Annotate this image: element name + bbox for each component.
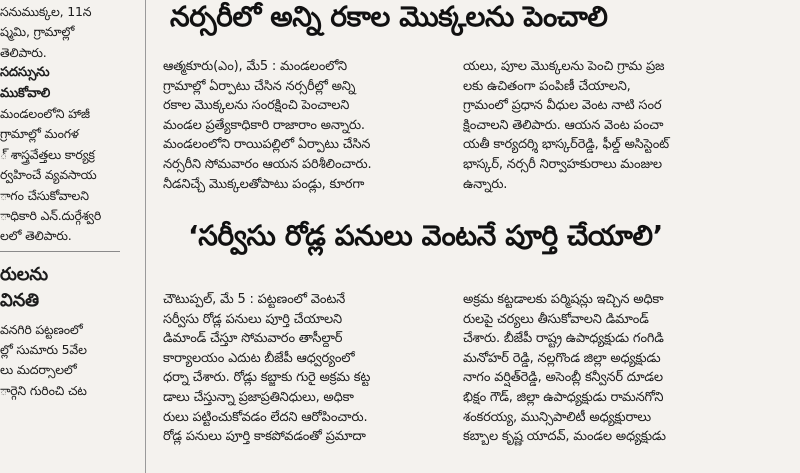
article2-text-line: రోడ్ల పనులు పూర్తి కాకపోవడంతో ప్రమాదా [163,429,366,445]
left-text-line: ష్మమి, గ్రామాల్లో [0,24,75,40]
left-text-line: ్ శాస్త్రవేత్తలు కార్యక్ర [0,146,95,162]
article1-text-line: లకు ఉచితంగా పంపిణీ చేయాలని, [463,78,631,94]
article2-text-line: రులపై చర్యలు తీసుకోవాలని డిమాండ్ [463,311,649,327]
left-subheading: సదస్సును [0,65,50,81]
article2-text-line: అక్రమ కట్టడాలకు పర్మిషన్లు ఇచ్చిన అధికా [463,292,664,307]
article1-text-line: మండలంలోని రాయిపల్లిలో ఏర్పాటు చేసిన [163,137,371,153]
article1-column1 [163,57,448,194]
left-text-line: గ్రామాల్లో మంగళ [0,126,79,142]
article1-text-line: క్షించాలని తెలిపారు. ఆయన వెంట పంచా [463,117,664,133]
left-text-line: మండలంలోని హాజీ [0,105,90,121]
left-text-line: లు మదర్సాలలో [0,362,77,378]
article2-text-line: ధర్నా చేశారు. రోడ్లు కబ్జాకు గురై అక్రమ కట్ట [163,370,371,386]
article1-text-line: మండల ప్రత్యేకాధికారి రాజారాం అన్నారు. [163,117,365,133]
left-subheading: ముకోవాలి [0,85,51,101]
article1-column2 [463,57,748,194]
left-text-line: ాధికారి ఎన్.దుర్గేశ్వరి [0,207,102,223]
left-text-line: ార్గెని గురించి చట [0,382,87,398]
left-text-line: తెలిపారు. [0,44,47,60]
article1-text-line: భాస్కర్, నర్సరీ నిర్వాహకురాలు మంజుల [463,156,662,172]
left-headline: రులను [0,263,48,285]
article2-text-line: కార్యాలయం ఎదుట బీజేపీ ఆధ్వర్యంలో [163,350,355,366]
left-text-line: ర్వహించే వ్యవసాయ [0,167,97,183]
article2-text-line: రులు పట్టించుకోవడం లేదని ఆరోపించారు. [163,409,368,425]
article2-text-line: డిమాండ్ చేస్తూ సోమవారం తాసీల్దార్ [163,331,343,347]
article2-headline: ‘సర్వీసు రోడ్ల పనులు వెంటనే పూర్తి చేయాలి’ [188,219,663,252]
article2-column2 [463,290,748,473]
left-divider [0,251,120,252]
left-column [0,0,136,473]
article2-text-line: చేశారు. బీజేపీ రాష్ట్ర ఉపాధ్యక్షుడు గంగిడి [463,331,664,347]
article1-text-line: ఉన్నారు. [463,176,508,192]
article2-text-line: మనోహర్ రెడ్డి, నల్లగొండ జిల్లా అధ్యక్షుడు [463,350,661,366]
left-headline: వినతి [0,289,39,311]
left-text-line: లలో తెలిపారు. [0,228,72,244]
article2-text-line: సర్వీసు రోడ్ల పనులు పూర్తి చేయాలని [163,311,342,327]
article2-text-line: భిక్షం గౌడ్, జిల్లా ఉపాధ్యక్షుడు రామనగోని [463,389,664,405]
left-text-line: ాగం చేసుకోవాలని [0,187,89,203]
article1-text-line: యతీ కార్యదర్శి భాస్కర్‌రెడ్డి, ఫీల్డ్ అసిస్టెంట్ [463,137,669,153]
article1-text-line: ఆత్మకూరు(ఎం), మే5 : మండలంలోని [163,59,347,74]
article2-text-line: డాలు చేస్తున్నా ప్రజాప్రతినిధులు, అధికా [163,389,354,405]
article2-column1 [163,290,448,473]
left-text-line: ల్లో సుమారు 5వేల [0,342,87,358]
article1-headline: నర్సరీలో అన్ని రకాల మొక్కలను పెంచాలి [170,0,608,33]
article1-text-line: గ్రామాల్లో ఏర్పాటు చేసిన నర్సరీల్లో అన్ని [163,78,356,94]
article2-text-line: శంకరయ్య, మున్సిపాలిటీ అధ్యక్షురాలు [463,409,651,425]
column-divider [145,0,146,473]
article1-text-line: గ్రామంలో ప్రధాన వీధుల వెంట నాటి సంర [463,98,662,114]
article2-text-line: నాగం వర్షిత్‌రెడ్డి, అసెంబ్లీ కన్వీనర్ దూడల [463,370,663,386]
article2-text-line: కబ్బాల కృష్ణ యాదవ్, మండల అధ్యక్షుడు [463,429,666,445]
article1-text-line: యలు, పూల మొక్కలను పెంచి గ్రామ ప్రజ [463,59,665,74]
article1-text-line: నీడనిచ్చే మొక్కలతోపాటు పండ్లు, కూరగా [163,176,365,192]
article1-text-line: రకాల మొక్కలను సంరక్షించి పెంచాలని [163,98,350,114]
article2-text-line: చౌటుప్పల్, మే 5 : పట్టణంలో వెంటనే [163,292,346,307]
left-text-line: వనగిరి పట్టణంలో [0,321,83,337]
article1-text-line: నర్సరీని సోమవారం ఆయన పరిశీలించారు. [163,156,372,172]
left-text-line: సనుముక్కల, 11న [0,4,92,19]
